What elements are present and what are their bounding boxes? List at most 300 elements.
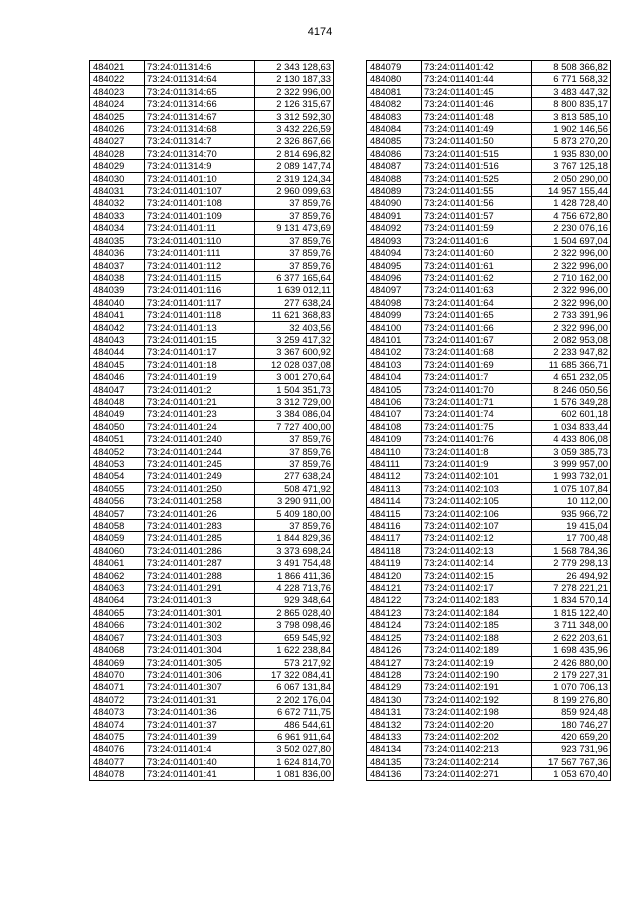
cadastral-number-cell: 73:24:011401:291 — [145, 582, 255, 594]
row-number-cell: 484070 — [90, 668, 145, 680]
table-row — [367, 532, 611, 544]
row-number-cell: 484104 — [367, 371, 422, 383]
table-row — [367, 259, 611, 271]
table-row — [367, 383, 611, 395]
cadastral-number-cell: 73:24:011401:41 — [145, 768, 255, 780]
table-row — [367, 296, 611, 308]
cadastral-value-cell: 11 685 366,71 — [532, 358, 611, 370]
cadastral-number-cell: 73:24:011314:9 — [145, 160, 255, 172]
table-row — [90, 395, 334, 407]
row-number-cell: 484040 — [90, 296, 145, 308]
cadastral-number-cell: 73:24:011401:71 — [422, 395, 532, 407]
row-number-cell: 484054 — [90, 470, 145, 482]
table-row — [367, 520, 611, 532]
cadastral-number-cell: 73:24:011401:66 — [422, 321, 532, 333]
table-row — [90, 606, 334, 618]
cadastral-number-cell: 73:24:011402:20 — [422, 718, 532, 730]
table-row — [90, 284, 334, 296]
cadastral-value-cell: 420 659,20 — [532, 730, 611, 742]
cadastral-number-cell: 73:24:011401:50 — [422, 135, 532, 147]
cadastral-value-cell: 3 432 226,59 — [255, 123, 334, 135]
table-row — [367, 755, 611, 767]
cadastral-value-cell: 3 483 447,32 — [532, 85, 611, 97]
cadastral-number-cell: 73:24:011401:74 — [422, 408, 532, 420]
table-row — [90, 309, 334, 321]
row-number-cell: 484071 — [90, 681, 145, 693]
cadastral-number-cell: 73:24:011401:55 — [422, 185, 532, 197]
cadastral-value-cell: 3 312 729,00 — [255, 395, 334, 407]
table-row — [367, 309, 611, 321]
row-number-cell: 484034 — [90, 222, 145, 234]
table-row — [367, 61, 611, 73]
table-row — [367, 631, 611, 643]
table-row — [367, 333, 611, 345]
cadastral-number-cell: 73:24:011401:305 — [145, 656, 255, 668]
cadastral-number-cell: 73:24:011401:63 — [422, 284, 532, 296]
cadastral-number-cell: 73:24:011401:244 — [145, 445, 255, 457]
cadastral-value-cell: 1 504 351,73 — [255, 383, 334, 395]
table-row — [367, 73, 611, 85]
table-row — [90, 61, 334, 73]
cadastral-number-cell: 73:24:011401:2 — [145, 383, 255, 395]
table-row — [90, 160, 334, 172]
cadastral-value-cell: 3 502 027,80 — [255, 743, 334, 755]
cadastral-value-cell: 17 567 767,36 — [532, 755, 611, 767]
cadastral-value-cell: 1 902 146,56 — [532, 123, 611, 135]
row-number-cell: 484067 — [90, 631, 145, 643]
cadastral-value-cell: 10 112,00 — [532, 495, 611, 507]
cadastral-value-cell: 277 638,24 — [255, 470, 334, 482]
cadastral-number-cell: 73:24:011402:183 — [422, 594, 532, 606]
cadastral-value-cell: 6 067 131,84 — [255, 681, 334, 693]
table-row — [367, 110, 611, 122]
cadastral-number-cell: 73:24:011401:64 — [422, 296, 532, 308]
cadastral-number-cell: 73:24:011402:13 — [422, 544, 532, 556]
row-number-cell: 484029 — [90, 160, 145, 172]
cadastral-number-cell: 73:24:011401:250 — [145, 482, 255, 494]
table-row — [90, 470, 334, 482]
table-row — [90, 420, 334, 432]
cadastral-number-cell: 73:24:011402:19 — [422, 656, 532, 668]
row-number-cell: 484026 — [90, 123, 145, 135]
cadastral-number-cell: 73:24:011402:192 — [422, 693, 532, 705]
row-number-cell: 484066 — [90, 619, 145, 631]
cadastral-number-cell: 73:24:011401:286 — [145, 544, 255, 556]
table-row — [367, 358, 611, 370]
row-number-cell: 484095 — [367, 259, 422, 271]
row-number-cell: 484120 — [367, 569, 422, 581]
table-row — [90, 656, 334, 668]
cadastral-number-cell: 73:24:011401:302 — [145, 619, 255, 631]
table-row — [367, 284, 611, 296]
cadastral-number-cell: 73:24:011401:45 — [422, 85, 532, 97]
cadastral-number-cell: 73:24:011401:258 — [145, 495, 255, 507]
cadastral-value-cell: 37 859,76 — [255, 259, 334, 271]
cadastral-value-cell: 1 053 670,40 — [532, 768, 611, 780]
cadastral-number-cell: 73:24:011401:18 — [145, 358, 255, 370]
row-number-cell: 484116 — [367, 520, 422, 532]
cadastral-value-cell: 602 601,18 — [532, 408, 611, 420]
row-number-cell: 484107 — [367, 408, 422, 420]
cadastral-value-cell: 37 859,76 — [255, 247, 334, 259]
cadastral-value-cell: 37 859,76 — [255, 234, 334, 246]
cadastral-value-cell: 2 622 203,61 — [532, 631, 611, 643]
cadastral-value-cell: 1 070 706,13 — [532, 681, 611, 693]
table-row — [90, 172, 334, 184]
row-number-cell: 484103 — [367, 358, 422, 370]
row-number-cell: 484118 — [367, 544, 422, 556]
cadastral-value-cell: 486 544,61 — [255, 718, 334, 730]
row-number-cell: 484047 — [90, 383, 145, 395]
table-row — [90, 135, 334, 147]
cadastral-value-cell: 3 711 348,00 — [532, 619, 611, 631]
row-number-cell: 484059 — [90, 532, 145, 544]
cadastral-value-cell: 2 779 298,13 — [532, 557, 611, 569]
cadastral-number-cell: 73:24:011402:15 — [422, 569, 532, 581]
row-number-cell: 484038 — [90, 271, 145, 283]
cadastral-number-cell: 73:24:011401:62 — [422, 271, 532, 283]
cadastral-value-cell: 4 651 232,05 — [532, 371, 611, 383]
row-number-cell: 484030 — [90, 172, 145, 184]
cadastral-value-cell: 37 859,76 — [255, 433, 334, 445]
row-number-cell: 484097 — [367, 284, 422, 296]
cadastral-value-cell: 2 960 099,63 — [255, 185, 334, 197]
cadastral-number-cell: 73:24:011314:67 — [145, 110, 255, 122]
cadastral-value-cell: 2 233 947,82 — [532, 346, 611, 358]
row-number-cell: 484075 — [90, 730, 145, 742]
left-register-table — [89, 60, 334, 781]
cadastral-value-cell: 3 813 585,10 — [532, 110, 611, 122]
cadastral-number-cell: 73:24:011401:17 — [145, 346, 255, 358]
row-number-cell: 484099 — [367, 309, 422, 321]
cadastral-value-cell: 3 798 098,46 — [255, 619, 334, 631]
table-row — [367, 743, 611, 755]
table-row — [367, 482, 611, 494]
table-row — [367, 433, 611, 445]
cadastral-value-cell: 1 622 238,84 — [255, 644, 334, 656]
cadastral-value-cell: 2 130 187,33 — [255, 73, 334, 85]
row-number-cell: 484032 — [90, 197, 145, 209]
table-row — [90, 147, 334, 159]
cadastral-value-cell: 2 126 315,67 — [255, 98, 334, 110]
cadastral-number-cell: 73:24:011401:39 — [145, 730, 255, 742]
row-number-cell: 484130 — [367, 693, 422, 705]
table-row — [90, 247, 334, 259]
cadastral-number-cell: 73:24:011401:68 — [422, 346, 532, 358]
cadastral-number-cell: 73:24:011401:40 — [145, 755, 255, 767]
cadastral-value-cell: 5 409 180,00 — [255, 507, 334, 519]
table-row — [90, 532, 334, 544]
row-number-cell: 484056 — [90, 495, 145, 507]
cadastral-value-cell: 17 322 084,41 — [255, 668, 334, 680]
table-row — [90, 346, 334, 358]
cadastral-number-cell: 73:24:011402:202 — [422, 730, 532, 742]
row-number-cell: 484060 — [90, 544, 145, 556]
cadastral-number-cell: 73:24:011401:15 — [145, 333, 255, 345]
row-number-cell: 484077 — [90, 755, 145, 767]
cadastral-value-cell: 3 367 600,92 — [255, 346, 334, 358]
cadastral-value-cell: 2 050 290,00 — [532, 172, 611, 184]
table-row — [367, 470, 611, 482]
cadastral-number-cell: 73:24:011401:516 — [422, 160, 532, 172]
row-number-cell: 484088 — [367, 172, 422, 184]
table-row — [367, 582, 611, 594]
row-number-cell: 484062 — [90, 569, 145, 581]
cadastral-value-cell: 935 966,72 — [532, 507, 611, 519]
cadastral-number-cell: 73:24:011402:107 — [422, 520, 532, 532]
table-row — [367, 768, 611, 780]
row-number-cell: 484081 — [367, 85, 422, 97]
cadastral-number-cell: 73:24:011402:189 — [422, 644, 532, 656]
cadastral-number-cell: 73:24:011401:10 — [145, 172, 255, 184]
row-number-cell: 484068 — [90, 644, 145, 656]
cadastral-value-cell: 7 727 400,00 — [255, 420, 334, 432]
table-row — [367, 123, 611, 135]
row-number-cell: 484048 — [90, 395, 145, 407]
table-row — [367, 706, 611, 718]
row-number-cell: 484036 — [90, 247, 145, 259]
table-row — [90, 644, 334, 656]
table-row — [90, 197, 334, 209]
cadastral-number-cell: 73:24:011401:240 — [145, 433, 255, 445]
row-number-cell: 484057 — [90, 507, 145, 519]
row-number-cell: 484129 — [367, 681, 422, 693]
row-number-cell: 484087 — [367, 160, 422, 172]
cadastral-number-cell: 73:24:011402:213 — [422, 743, 532, 755]
table-row — [367, 222, 611, 234]
row-number-cell: 484125 — [367, 631, 422, 643]
table-row — [367, 98, 611, 110]
cadastral-number-cell: 73:24:011401:44 — [422, 73, 532, 85]
cadastral-number-cell: 73:24:011314:66 — [145, 98, 255, 110]
cadastral-number-cell: 73:24:011402:198 — [422, 706, 532, 718]
cadastral-number-cell: 73:24:011401:26 — [145, 507, 255, 519]
cadastral-number-cell: 73:24:011402:14 — [422, 557, 532, 569]
table-row — [90, 433, 334, 445]
cadastral-value-cell: 2 322 996,00 — [532, 247, 611, 259]
row-number-cell: 484044 — [90, 346, 145, 358]
cadastral-number-cell: 73:24:011401:108 — [145, 197, 255, 209]
row-number-cell: 484064 — [90, 594, 145, 606]
cadastral-value-cell: 37 859,76 — [255, 197, 334, 209]
row-number-cell: 484101 — [367, 333, 422, 345]
cadastral-value-cell: 2 322 996,00 — [255, 85, 334, 97]
table-row — [367, 693, 611, 705]
row-number-cell: 484061 — [90, 557, 145, 569]
cadastral-number-cell: 73:24:011401:76 — [422, 433, 532, 445]
cadastral-value-cell: 2 230 076,16 — [532, 222, 611, 234]
cadastral-number-cell: 73:24:011314:68 — [145, 123, 255, 135]
row-number-cell: 484051 — [90, 433, 145, 445]
table-row — [367, 85, 611, 97]
cadastral-value-cell: 37 859,76 — [255, 458, 334, 470]
cadastral-value-cell: 3 001 270,64 — [255, 371, 334, 383]
cadastral-number-cell: 73:24:011401:13 — [145, 321, 255, 333]
cadastral-number-cell: 73:24:011401:46 — [422, 98, 532, 110]
row-number-cell: 484050 — [90, 420, 145, 432]
table-row — [367, 445, 611, 457]
cadastral-value-cell: 3 767 125,18 — [532, 160, 611, 172]
cadastral-value-cell: 859 924,48 — [532, 706, 611, 718]
table-row — [90, 321, 334, 333]
cadastral-number-cell: 73:24:011402:214 — [422, 755, 532, 767]
cadastral-number-cell: 73:24:011402:184 — [422, 606, 532, 618]
cadastral-number-cell: 73:24:011401:249 — [145, 470, 255, 482]
row-number-cell: 484065 — [90, 606, 145, 618]
cadastral-value-cell: 3 059 385,73 — [532, 445, 611, 457]
cadastral-number-cell: 73:24:011402:12 — [422, 532, 532, 544]
table-row — [90, 85, 334, 97]
cadastral-number-cell: 73:24:011401:111 — [145, 247, 255, 259]
cadastral-value-cell: 1 034 833,44 — [532, 420, 611, 432]
cadastral-value-cell: 2 343 128,63 — [255, 61, 334, 73]
cadastral-value-cell: 37 859,76 — [255, 209, 334, 221]
cadastral-value-cell: 3 290 911,00 — [255, 495, 334, 507]
cadastral-value-cell: 923 731,96 — [532, 743, 611, 755]
cadastral-number-cell: 73:24:011401:4 — [145, 743, 255, 755]
cadastral-number-cell: 73:24:011401:59 — [422, 222, 532, 234]
cadastral-number-cell: 73:24:011401:285 — [145, 532, 255, 544]
table-row — [90, 507, 334, 519]
cadastral-number-cell: 73:24:011402:271 — [422, 768, 532, 780]
row-number-cell: 484094 — [367, 247, 422, 259]
cadastral-value-cell: 5 873 270,20 — [532, 135, 611, 147]
row-number-cell: 484031 — [90, 185, 145, 197]
row-number-cell: 484135 — [367, 755, 422, 767]
row-number-cell: 484033 — [90, 209, 145, 221]
row-number-cell: 484128 — [367, 668, 422, 680]
cadastral-value-cell: 2 710 162,00 — [532, 271, 611, 283]
table-row — [90, 668, 334, 680]
table-row — [90, 259, 334, 271]
cadastral-number-cell: 73:24:011401:11 — [145, 222, 255, 234]
row-number-cell: 484102 — [367, 346, 422, 358]
cadastral-number-cell: 73:24:011402:17 — [422, 582, 532, 594]
table-row — [90, 358, 334, 370]
cadastral-number-cell: 73:24:011401:70 — [422, 383, 532, 395]
cadastral-value-cell: 2 733 391,96 — [532, 309, 611, 321]
cadastral-number-cell: 73:24:011402:185 — [422, 619, 532, 631]
table-row — [367, 644, 611, 656]
table-row — [90, 619, 334, 631]
row-number-cell: 484092 — [367, 222, 422, 234]
row-number-cell: 484058 — [90, 520, 145, 532]
table-row — [367, 594, 611, 606]
row-number-cell: 484072 — [90, 693, 145, 705]
cadastral-number-cell: 73:24:011401:56 — [422, 197, 532, 209]
row-number-cell: 484093 — [367, 234, 422, 246]
cadastral-number-cell: 73:24:011401:287 — [145, 557, 255, 569]
table-row — [367, 495, 611, 507]
cadastral-value-cell: 1 844 829,36 — [255, 532, 334, 544]
cadastral-value-cell: 2 326 867,66 — [255, 135, 334, 147]
cadastral-number-cell: 73:24:011401:304 — [145, 644, 255, 656]
row-number-cell: 484042 — [90, 321, 145, 333]
table-row — [367, 234, 611, 246]
row-number-cell: 484073 — [90, 706, 145, 718]
cadastral-value-cell: 3 999 957,00 — [532, 458, 611, 470]
row-number-cell: 484035 — [90, 234, 145, 246]
table-row — [90, 706, 334, 718]
cadastral-number-cell: 73:24:011314:65 — [145, 85, 255, 97]
row-number-cell: 484105 — [367, 383, 422, 395]
cadastral-number-cell: 73:24:011401:65 — [422, 309, 532, 321]
cadastral-value-cell: 8 246 050,56 — [532, 383, 611, 395]
row-number-cell: 484027 — [90, 135, 145, 147]
cadastral-value-cell: 1 935 830,00 — [532, 147, 611, 159]
row-number-cell: 484109 — [367, 433, 422, 445]
table-row — [367, 160, 611, 172]
table-row — [90, 185, 334, 197]
row-number-cell: 484086 — [367, 147, 422, 159]
row-number-cell: 484090 — [367, 197, 422, 209]
cadastral-value-cell: 1 639 012,11 — [255, 284, 334, 296]
table-row — [90, 234, 334, 246]
cadastral-number-cell: 73:24:011401:306 — [145, 668, 255, 680]
row-number-cell: 484083 — [367, 110, 422, 122]
row-number-cell: 484119 — [367, 557, 422, 569]
cadastral-value-cell: 1 576 349,28 — [532, 395, 611, 407]
row-number-cell: 484045 — [90, 358, 145, 370]
cadastral-value-cell: 17 700,48 — [532, 532, 611, 544]
row-number-cell: 484039 — [90, 284, 145, 296]
cadastral-value-cell: 12 028 037,08 — [255, 358, 334, 370]
table-row — [367, 507, 611, 519]
row-number-cell: 484121 — [367, 582, 422, 594]
table-row — [90, 495, 334, 507]
cadastral-value-cell: 3 491 754,48 — [255, 557, 334, 569]
table-row — [367, 420, 611, 432]
cadastral-value-cell: 3 312 592,30 — [255, 110, 334, 122]
cadastral-number-cell: 73:24:011401:301 — [145, 606, 255, 618]
row-number-cell: 484126 — [367, 644, 422, 656]
table-row — [367, 197, 611, 209]
row-number-cell: 484046 — [90, 371, 145, 383]
table-row — [90, 222, 334, 234]
row-number-cell: 484024 — [90, 98, 145, 110]
cadastral-number-cell: 73:24:011401:288 — [145, 569, 255, 581]
table-row — [90, 582, 334, 594]
row-number-cell: 484063 — [90, 582, 145, 594]
cadastral-value-cell: 1 993 732,01 — [532, 470, 611, 482]
row-number-cell: 484028 — [90, 147, 145, 159]
cadastral-value-cell: 2 082 953,08 — [532, 333, 611, 345]
cadastral-value-cell: 3 373 698,24 — [255, 544, 334, 556]
row-number-cell: 484049 — [90, 408, 145, 420]
cadastral-number-cell: 73:24:011314:70 — [145, 147, 255, 159]
table-row — [367, 557, 611, 569]
table-row — [367, 172, 611, 184]
table-row — [90, 98, 334, 110]
row-number-cell: 484052 — [90, 445, 145, 457]
row-number-cell: 484022 — [90, 73, 145, 85]
cadastral-number-cell: 73:24:011401:61 — [422, 259, 532, 271]
cadastral-number-cell: 73:24:011401:31 — [145, 693, 255, 705]
page-number: 4174 — [307, 26, 333, 38]
cadastral-value-cell: 6 771 568,32 — [532, 73, 611, 85]
cadastral-number-cell: 73:24:011401:57 — [422, 209, 532, 221]
table-row — [367, 371, 611, 383]
cadastral-value-cell: 1 428 728,40 — [532, 197, 611, 209]
table-row — [90, 594, 334, 606]
cadastral-value-cell: 2 814 696,82 — [255, 147, 334, 159]
cadastral-value-cell: 1 081 836,00 — [255, 768, 334, 780]
table-row — [90, 110, 334, 122]
cadastral-number-cell: 73:24:011401:109 — [145, 209, 255, 221]
row-number-cell: 484041 — [90, 309, 145, 321]
cadastral-value-cell: 37 859,76 — [255, 445, 334, 457]
table-row — [90, 123, 334, 135]
